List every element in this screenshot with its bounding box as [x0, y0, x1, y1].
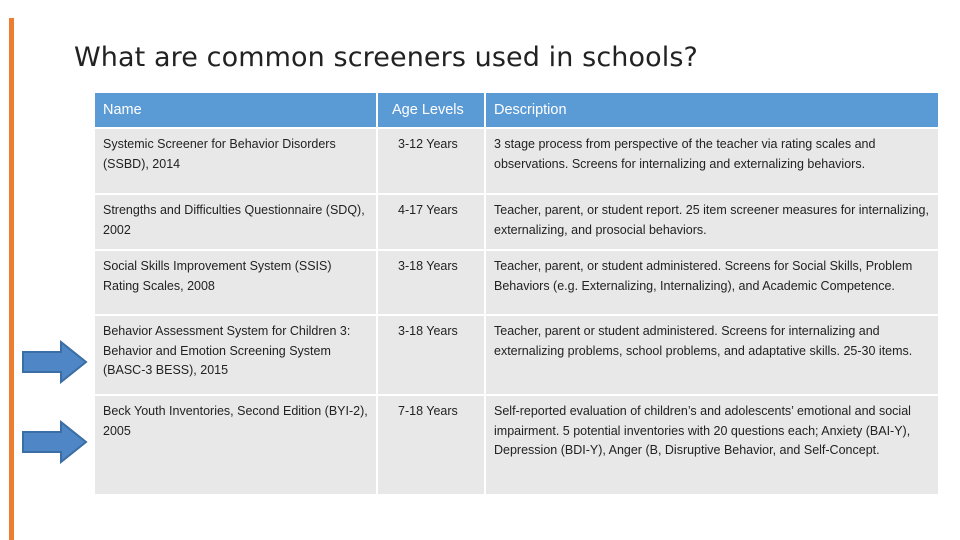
right-arrow-icon — [21, 420, 89, 464]
table-row — [95, 250, 938, 315]
cell-description: Teacher, parent, or student report. 25 item screener measures for internalizing, externalizing, and prosocial behaviors. — [485, 194, 938, 250]
cell-description: 3 stage process from perspective of the teacher via rating scales and observations. Screens for internalizing and externalizing behaviors. — [485, 128, 938, 194]
cell-description: Self-reported evaluation of children’s and adolescents’ emotional and social impairment. 5 potential inventories with 20 questions each; Anxiety (BAI-Y), Depression (BDI-Y), Anger (B, Disruptive Behavior, and Self-Concept. — [485, 395, 938, 494]
cell-age: 4-17 Years — [377, 194, 485, 250]
table-row — [95, 128, 938, 194]
page-title: What are common screeners used in schools? — [74, 42, 698, 73]
cell-description: Teacher, parent or student administered. Screens for internalizing and externalizing problems, school problems, and adaptative skills. 25-30 items. — [485, 315, 938, 395]
header-age-levels: Age Levels — [377, 93, 485, 128]
cell-name: Strengths and Difficulties Questionnaire (SDQ), 2002 — [95, 194, 377, 250]
header-description: Description — [485, 93, 938, 128]
cell-age: 7-18 Years — [377, 395, 485, 494]
cell-name: Beck Youth Inventories, Second Edition (BYI-2), 2005 — [95, 395, 377, 494]
screeners-table-container — [95, 93, 938, 494]
cell-age: 3-12 Years — [377, 128, 485, 194]
table-header-row — [95, 93, 938, 128]
cell-age: 3-18 Years — [377, 315, 485, 395]
table-row — [95, 315, 938, 395]
screeners-table — [95, 93, 938, 494]
table-row — [95, 194, 938, 250]
table-row — [95, 395, 938, 494]
cell-age: 3-18 Years — [377, 250, 485, 315]
cell-name: Behavior Assessment System for Children 3: Behavior and Emotion Screening System (BASC-3 BESS), 2015 — [95, 315, 377, 395]
right-arrow-icon — [21, 340, 89, 384]
cell-name: Systemic Screener for Behavior Disorders (SSBD), 2014 — [95, 128, 377, 194]
cell-name: Social Skills Improvement System (SSIS) Rating Scales, 2008 — [95, 250, 377, 315]
accent-bar — [9, 18, 14, 540]
cell-description: Teacher, parent, or student administered. Screens for Social Skills, Problem Behaviors (e.g. Externalizing, Internalizing), and Academic Competence. — [485, 250, 938, 315]
header-name: Name — [95, 93, 377, 128]
